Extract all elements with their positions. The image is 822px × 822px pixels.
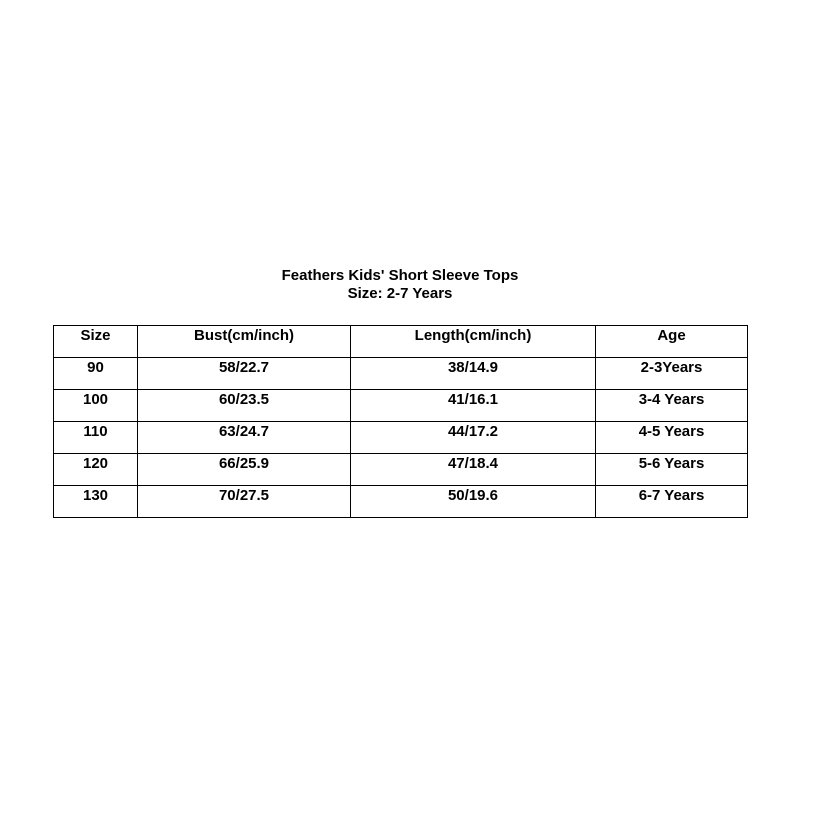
cell-length: 50/19.6	[351, 486, 596, 518]
document-title-clipped	[200, 267, 600, 284]
cell-age: 6-7 Years	[596, 486, 748, 518]
table-row	[54, 486, 748, 518]
cell-age: 2-3Years	[596, 358, 748, 390]
cell-bust: 60/23.5	[138, 390, 351, 422]
size-range-subtitle: Size: 2-7 Years	[347, 285, 453, 302]
cell-length: 38/14.9	[351, 358, 596, 390]
table-row	[54, 358, 748, 390]
cell-length: 44/17.2	[351, 422, 596, 454]
table-row	[54, 390, 748, 422]
cell-size: 110	[54, 422, 138, 454]
header-length: Length(cm/inch)	[351, 326, 596, 358]
cell-bust: 66/25.9	[138, 454, 351, 486]
header-size: Size	[54, 326, 138, 358]
document-title: Feathers Kids' Short Sleeve Tops	[281, 267, 519, 284]
header-bust: Bust(cm/inch)	[138, 326, 351, 358]
header-age: Age	[596, 326, 748, 358]
cell-bust: 63/24.7	[138, 422, 351, 454]
cell-length: 41/16.1	[351, 390, 596, 422]
cell-age: 5-6 Years	[596, 454, 748, 486]
cell-size: 90	[54, 358, 138, 390]
cell-age: 3-4 Years	[596, 390, 748, 422]
table-row	[54, 422, 748, 454]
cell-size: 120	[54, 454, 138, 486]
table-header-row	[54, 326, 748, 358]
cell-bust: 70/27.5	[138, 486, 351, 518]
cell-size: 130	[54, 486, 138, 518]
cell-bust: 58/22.7	[138, 358, 351, 390]
cell-length: 47/18.4	[351, 454, 596, 486]
cell-age: 4-5 Years	[596, 422, 748, 454]
cell-size: 100	[54, 390, 138, 422]
table-row	[54, 454, 748, 486]
size-chart-table	[53, 325, 748, 518]
